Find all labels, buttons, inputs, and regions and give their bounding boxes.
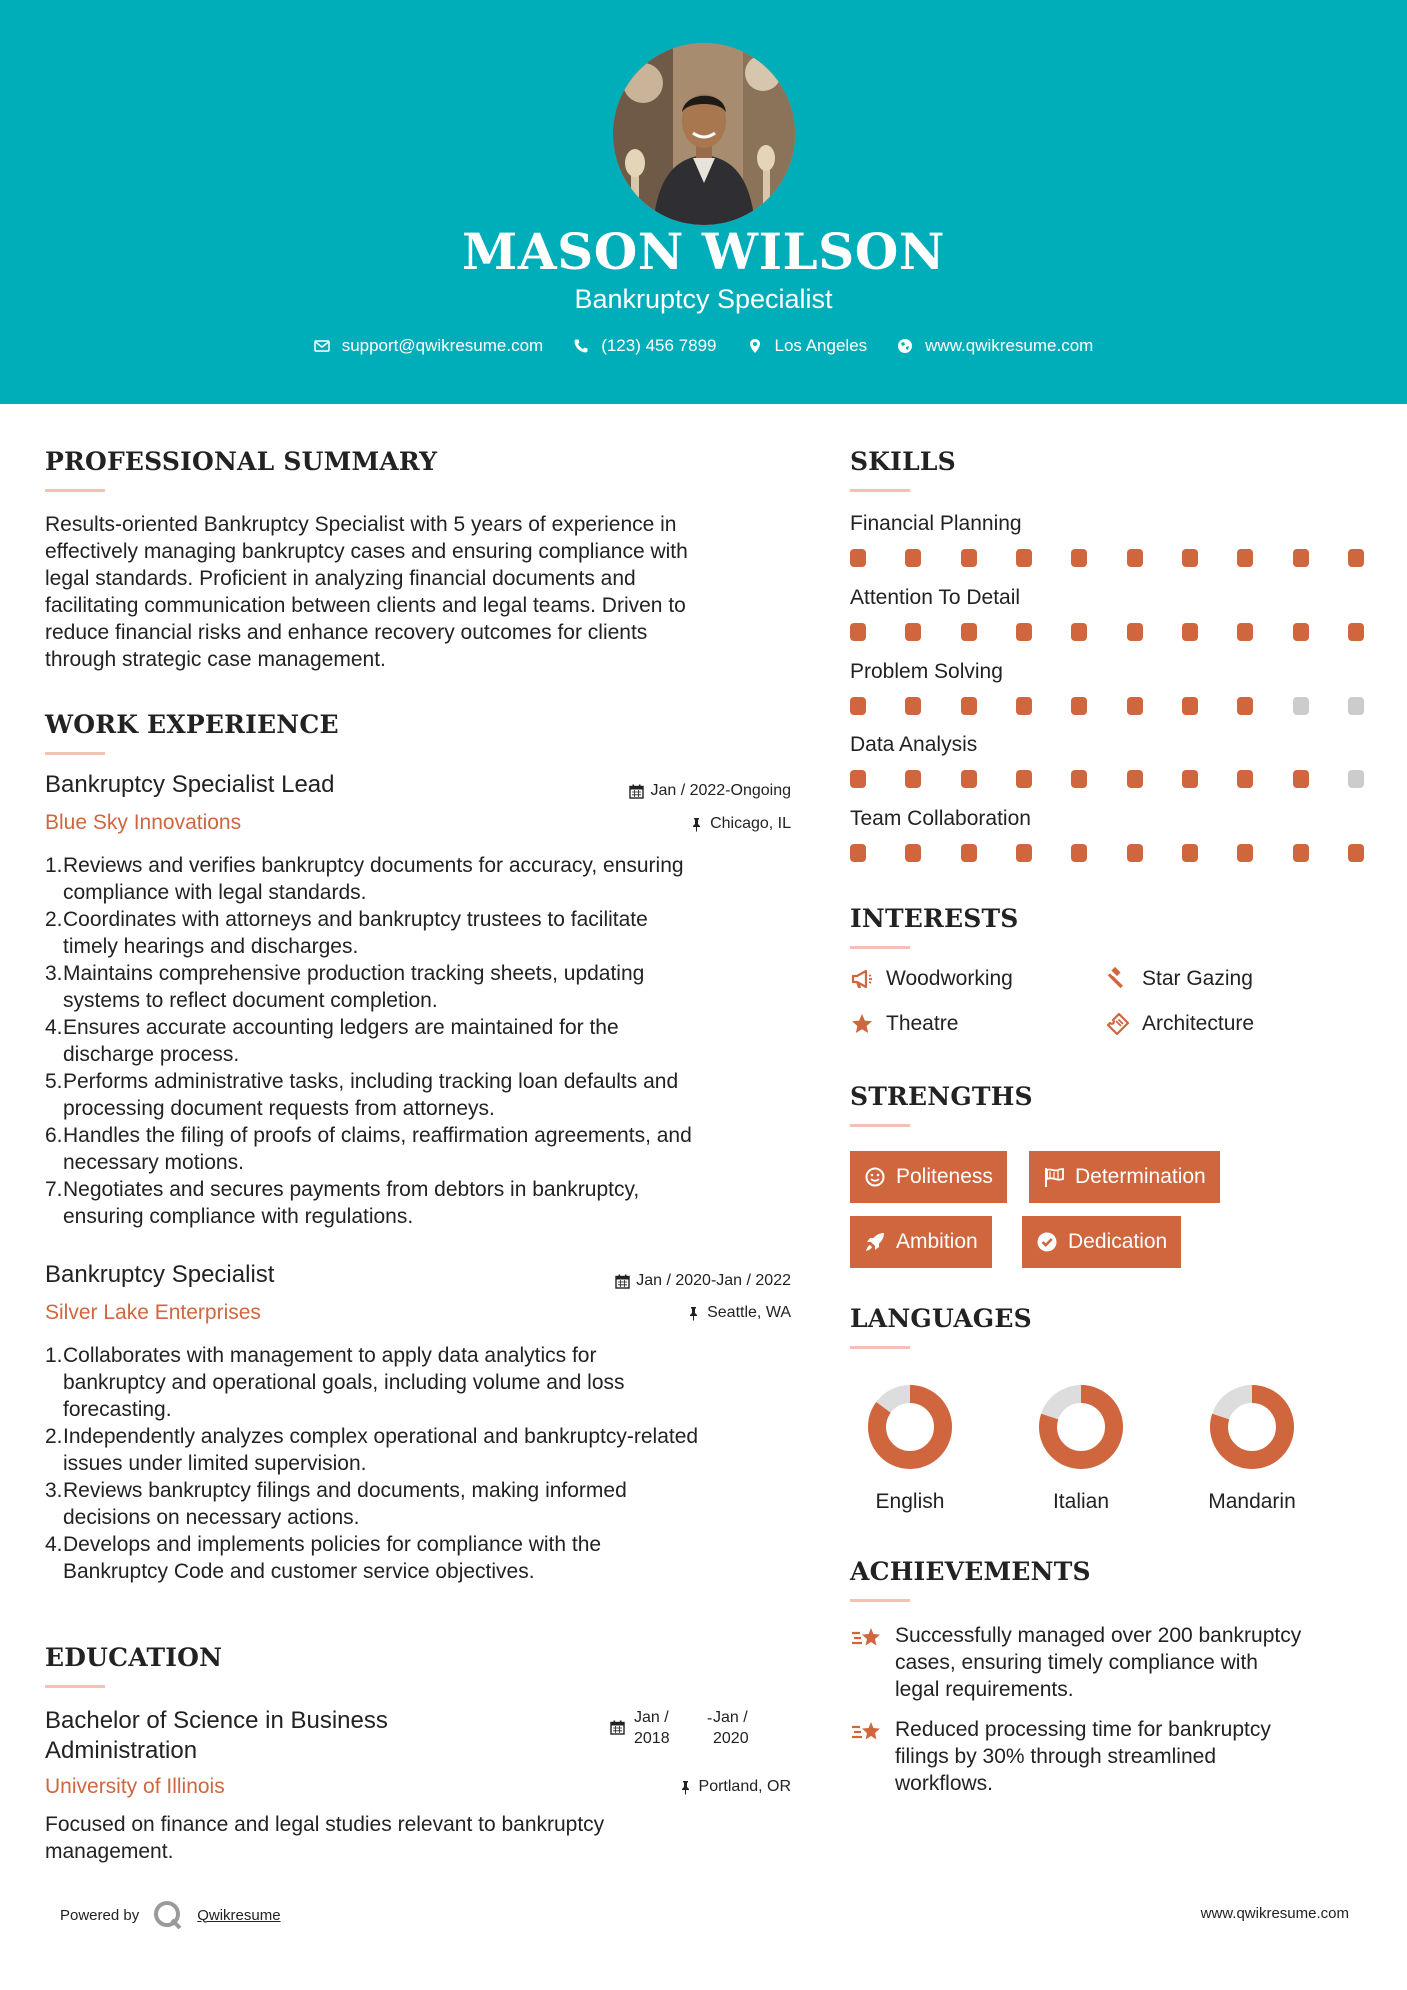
job-location-text: Chicago, IL bbox=[710, 815, 791, 832]
skill-dot-filled bbox=[905, 844, 921, 862]
achievement-line: cases, ensuring timely compliance with bbox=[895, 1651, 1258, 1674]
list-item bbox=[45, 906, 805, 960]
duty-line: ensuring compliance with regulations. bbox=[63, 1205, 414, 1228]
end-month: Jan / bbox=[713, 1709, 748, 1726]
shooting-star-icon bbox=[850, 1624, 884, 1654]
duty-line: decisions on necessary actions. bbox=[63, 1506, 360, 1529]
candidate-name: MASON WILSON bbox=[462, 222, 945, 281]
skill-dot-filled bbox=[1016, 549, 1032, 567]
skill-dot-filled bbox=[961, 623, 977, 641]
star-icon bbox=[850, 1012, 874, 1036]
duty-line: Develops and implements policies for compliance with the bbox=[63, 1533, 602, 1556]
list-item bbox=[45, 1068, 805, 1122]
phone-text: (123) 456 7899 bbox=[601, 336, 717, 355]
education-location-text: Portland, OR bbox=[698, 1778, 791, 1795]
strength-label: Dedication bbox=[1068, 1230, 1168, 1253]
achievements-rule bbox=[850, 1599, 910, 1602]
ticket-icon bbox=[1106, 1012, 1130, 1036]
job-dates-text: Jan / 2020-Jan / 2022 bbox=[636, 1272, 791, 1289]
job-location-text: Seattle, WA bbox=[707, 1304, 791, 1321]
list-item bbox=[45, 852, 805, 906]
skill-dot-filled bbox=[1293, 549, 1309, 567]
skill-dot-filled bbox=[1127, 549, 1143, 567]
list-number: 4. bbox=[45, 1533, 63, 1556]
globe-icon bbox=[897, 338, 913, 354]
candidate-role: Bankruptcy Specialist bbox=[574, 284, 833, 314]
languages-heading: LANGUAGES bbox=[850, 1304, 1032, 1333]
interest-item bbox=[850, 1012, 958, 1036]
list-number: 6. bbox=[45, 1124, 63, 1147]
language-label: Italian bbox=[1052, 1490, 1110, 1513]
skill-dot-filled bbox=[1348, 549, 1364, 567]
duty-line: timely hearings and discharges. bbox=[63, 935, 359, 958]
calendar-icon bbox=[615, 1274, 630, 1289]
list-number: 1. bbox=[45, 1344, 63, 1367]
strength-badge bbox=[850, 1216, 992, 1268]
summary-rule bbox=[45, 489, 105, 492]
duty-line: Independently analyzes complex operational and bankruptcy-related bbox=[63, 1425, 699, 1448]
gavel-icon bbox=[1106, 967, 1130, 991]
smile-icon bbox=[864, 1166, 886, 1188]
skill-dot-filled bbox=[1016, 697, 1032, 715]
degree-line: Bachelor of Science in Business bbox=[45, 1707, 388, 1734]
pushpin-icon bbox=[689, 817, 704, 832]
skill-dot-filled bbox=[1182, 549, 1198, 567]
skill-dot-filled bbox=[850, 549, 866, 567]
list-number: 2. bbox=[45, 908, 63, 931]
interest-item bbox=[1106, 967, 1253, 991]
duty-line: Negotiates and secures payments from debtors in bankruptcy, bbox=[63, 1178, 640, 1201]
degree-title bbox=[45, 1706, 388, 1766]
skill-dot-filled bbox=[1293, 770, 1309, 788]
skill-dot-filled bbox=[961, 697, 977, 715]
megaphone-icon bbox=[850, 967, 874, 991]
pushpin-icon bbox=[686, 1306, 701, 1321]
duty-line: Reviews bankruptcy filings and documents, making informed bbox=[63, 1479, 627, 1502]
flag-icon bbox=[1043, 1166, 1065, 1188]
skill-dot-filled bbox=[1071, 770, 1087, 788]
interest-label: Star Gazing bbox=[1142, 967, 1253, 990]
rocket-icon bbox=[864, 1231, 886, 1253]
job-title: Bankruptcy Specialist bbox=[45, 1261, 275, 1288]
list-item bbox=[45, 1477, 805, 1531]
skill-name: Team Collaboration bbox=[850, 807, 1031, 830]
interests-heading: INTERESTS bbox=[850, 904, 1019, 933]
footer-powered-by bbox=[60, 1898, 281, 1932]
company-name: Blue Sky Innovations bbox=[45, 811, 242, 834]
calendar-icon bbox=[610, 1720, 625, 1735]
strength-badge bbox=[850, 1151, 1007, 1203]
skill-dot-filled bbox=[1071, 697, 1087, 715]
start-month: Jan / bbox=[634, 1709, 669, 1726]
skill-dot-filled bbox=[1127, 623, 1143, 641]
education-end bbox=[713, 1707, 749, 1749]
interest-label: Theatre bbox=[886, 1012, 959, 1035]
start-year: 2018 bbox=[634, 1730, 670, 1747]
skill-dot-filled bbox=[961, 549, 977, 567]
skill-dot-filled bbox=[905, 623, 921, 641]
language-donut bbox=[867, 1384, 953, 1470]
summary-line: facilitating communication between clients and legal teams. Driven to bbox=[45, 594, 686, 617]
summary-line: effectively managing bankruptcy cases and ensuring compliance with bbox=[45, 540, 688, 563]
skills-rule bbox=[850, 489, 910, 492]
skill-dot-filled bbox=[1293, 844, 1309, 862]
location-text: Los Angeles bbox=[774, 336, 868, 355]
summary-text bbox=[45, 511, 790, 673]
language-donut bbox=[1038, 1384, 1124, 1470]
shooting-star-icon bbox=[850, 1718, 884, 1748]
duty-line: Coordinates with attorneys and bankruptcy trustees to facilitate bbox=[63, 908, 648, 931]
phone-icon bbox=[573, 338, 589, 354]
job-title: Bankruptcy Specialist Lead bbox=[45, 771, 335, 798]
language-item bbox=[1021, 1384, 1141, 1514]
skill-dot-filled bbox=[961, 770, 977, 788]
contact-phone[interactable] bbox=[573, 336, 716, 356]
skill-dot-filled bbox=[1293, 623, 1309, 641]
list-number: 2. bbox=[45, 1425, 63, 1448]
map-pin-icon bbox=[747, 338, 763, 354]
skill-dot-empty bbox=[1348, 770, 1364, 788]
list-item bbox=[45, 960, 805, 1014]
skill-dot-filled bbox=[1237, 844, 1253, 862]
list-item bbox=[45, 1342, 805, 1423]
language-label: Mandarin bbox=[1208, 1490, 1296, 1513]
language-item bbox=[1192, 1384, 1312, 1514]
skill-rating bbox=[850, 844, 1364, 862]
list-item bbox=[45, 1122, 805, 1176]
list-number: 5. bbox=[45, 1070, 63, 1093]
skill-dot-filled bbox=[905, 697, 921, 715]
skill-dot-filled bbox=[1016, 623, 1032, 641]
strengths-heading: STRENGTHS bbox=[850, 1082, 1033, 1111]
skill-name: Problem Solving bbox=[850, 660, 1003, 683]
brand-link[interactable]: Qwikresume bbox=[197, 1906, 281, 1924]
duty-line: Maintains comprehensive production tracking sheets, updating bbox=[63, 962, 645, 985]
skill-dot-empty bbox=[1293, 697, 1309, 715]
skill-dot-filled bbox=[1348, 844, 1364, 862]
email-text: support@qwikresume.com bbox=[341, 336, 544, 355]
achievement-item bbox=[850, 1622, 1370, 1712]
list-number: 7. bbox=[45, 1178, 63, 1201]
skill-dot-filled bbox=[1016, 844, 1032, 862]
skill-dot-filled bbox=[1348, 623, 1364, 641]
job-dates-text: Jan / 2022-Ongoing bbox=[650, 782, 791, 799]
skill-name: Financial Planning bbox=[850, 512, 1022, 535]
duty-line: Bankruptcy Code and customer service objectives. bbox=[63, 1560, 535, 1583]
list-number: 3. bbox=[45, 962, 63, 985]
calendar-icon bbox=[629, 784, 644, 799]
skills-heading: SKILLS bbox=[850, 447, 956, 476]
strength-badge bbox=[1022, 1216, 1181, 1268]
pushpin-icon bbox=[678, 1780, 693, 1795]
skill-name: Data Analysis bbox=[850, 733, 978, 756]
qwikresume-logo-icon bbox=[151, 1898, 185, 1932]
skill-dot-filled bbox=[1237, 549, 1253, 567]
duty-line: necessary motions. bbox=[63, 1151, 244, 1174]
website-text: www.qwikresume.com bbox=[925, 336, 1094, 355]
interest-item bbox=[1106, 1012, 1254, 1036]
strength-label: Politeness bbox=[896, 1165, 993, 1188]
end-year: 2020 bbox=[713, 1730, 749, 1747]
duty-line: compliance with legal standards. bbox=[63, 881, 367, 904]
strength-label: Determination bbox=[1075, 1165, 1206, 1188]
list-item bbox=[45, 1531, 805, 1585]
skill-dot-filled bbox=[850, 770, 866, 788]
skill-dot-filled bbox=[1071, 844, 1087, 862]
list-number: 3. bbox=[45, 1479, 63, 1502]
check-circle-icon bbox=[1036, 1231, 1058, 1253]
skill-dot-empty bbox=[1348, 697, 1364, 715]
duty-line: processing document requests from attorneys. bbox=[63, 1097, 495, 1120]
duty-line: Ensures accurate accounting ledgers are maintained for the bbox=[63, 1016, 619, 1039]
skill-rating bbox=[850, 770, 1364, 788]
strengths-rule bbox=[850, 1124, 910, 1127]
duty-line: issues under limited supervision. bbox=[63, 1452, 367, 1475]
achievement-line: filings by 30% through streamlined bbox=[895, 1745, 1217, 1768]
achievement-line: Reduced processing time for bankruptcy bbox=[895, 1718, 1271, 1741]
description-line: Focused on finance and legal studies relevant to bankruptcy bbox=[45, 1813, 605, 1836]
list-item bbox=[45, 1176, 805, 1230]
summary-line: through strategic case management. bbox=[45, 648, 386, 671]
duty-line: Handles the filing of proofs of claims, reaffirmation agreements, and bbox=[63, 1124, 692, 1147]
achievement-item bbox=[850, 1716, 1370, 1806]
envelope-icon bbox=[314, 338, 330, 354]
contact-location bbox=[747, 336, 868, 356]
summary-heading: PROFESSIONAL SUMMARY bbox=[45, 447, 438, 476]
duty-line: bankruptcy and operational goals, including volume and loss bbox=[63, 1371, 625, 1394]
skill-rating bbox=[850, 697, 1364, 715]
skill-dot-filled bbox=[1071, 549, 1087, 567]
language-donut bbox=[1209, 1384, 1295, 1470]
summary-line: Results-oriented Bankruptcy Specialist with 5 years of experience in bbox=[45, 513, 677, 536]
education-description bbox=[45, 1811, 805, 1865]
skill-dot-filled bbox=[1127, 697, 1143, 715]
skill-rating bbox=[850, 623, 1364, 641]
skill-dot-filled bbox=[1182, 623, 1198, 641]
skill-dot-filled bbox=[850, 844, 866, 862]
achievement-line: legal requirements. bbox=[895, 1678, 1074, 1701]
profile-photo bbox=[613, 43, 795, 225]
achievements-heading: ACHIEVEMENTS bbox=[850, 1557, 1091, 1586]
job-dates bbox=[615, 1272, 791, 1290]
interest-label: Woodworking bbox=[886, 967, 1013, 990]
powered-by-text: Powered by bbox=[60, 1906, 140, 1924]
date-separator: - bbox=[707, 1710, 713, 1727]
skill-dot-filled bbox=[850, 697, 866, 715]
list-number: 1. bbox=[45, 854, 63, 877]
interest-item bbox=[850, 967, 1013, 991]
job-location bbox=[689, 815, 791, 833]
job-location bbox=[686, 1304, 791, 1322]
skill-dot-filled bbox=[1127, 770, 1143, 788]
skill-rating bbox=[850, 549, 1364, 567]
summary-line: legal standards. Proficient in analyzing financial documents and bbox=[45, 567, 636, 590]
skill-dot-filled bbox=[850, 623, 866, 641]
skill-dot-filled bbox=[1016, 770, 1032, 788]
skill-dot-filled bbox=[905, 549, 921, 567]
skill-dot-filled bbox=[1182, 770, 1198, 788]
skill-dot-filled bbox=[1237, 770, 1253, 788]
education-heading: EDUCATION bbox=[45, 1643, 223, 1672]
achievement-line: Successfully managed over 200 bankruptcy bbox=[895, 1624, 1302, 1647]
job-duties bbox=[45, 1342, 805, 1585]
skill-dot-filled bbox=[1127, 844, 1143, 862]
list-number: 4. bbox=[45, 1016, 63, 1039]
experience-rule bbox=[45, 752, 105, 755]
footer-url[interactable]: www.qwikresume.com bbox=[1200, 1905, 1349, 1922]
education-start bbox=[634, 1707, 670, 1749]
duty-line: Performs administrative tasks, including tracking loan defaults and bbox=[63, 1070, 679, 1093]
skill-name: Attention To Detail bbox=[850, 586, 1021, 609]
interests-rule bbox=[850, 946, 910, 949]
skill-dot-filled bbox=[1237, 623, 1253, 641]
duty-line: systems to reflect document completion. bbox=[63, 989, 438, 1012]
skill-dot-filled bbox=[961, 844, 977, 862]
degree-line: Administration bbox=[45, 1737, 198, 1764]
duty-line: Reviews and verifies bankruptcy documents for accuracy, ensuring bbox=[63, 854, 684, 877]
skill-dot-filled bbox=[905, 770, 921, 788]
strength-badge bbox=[1029, 1151, 1220, 1203]
resume-header bbox=[0, 0, 1407, 404]
school-name: University of Illinois bbox=[45, 1775, 225, 1798]
duty-line: Collaborates with management to apply data analytics for bbox=[63, 1344, 597, 1367]
summary-line: reduce financial risks and enhance recovery outcomes for clients bbox=[45, 621, 648, 644]
achievement-text bbox=[895, 1622, 1370, 1703]
skill-dot-filled bbox=[1182, 697, 1198, 715]
education-rule bbox=[45, 1685, 105, 1688]
achievement-line: workflows. bbox=[895, 1772, 994, 1795]
skill-dot-filled bbox=[1237, 697, 1253, 715]
language-label: English bbox=[875, 1490, 945, 1513]
job-duties bbox=[45, 852, 805, 1230]
education-location bbox=[678, 1778, 791, 1796]
interest-label: Architecture bbox=[1142, 1012, 1255, 1035]
description-line: management. bbox=[45, 1840, 174, 1863]
strength-label: Ambition bbox=[896, 1230, 978, 1253]
duty-line: discharge process. bbox=[63, 1043, 240, 1066]
skill-dot-filled bbox=[1071, 623, 1087, 641]
language-item bbox=[850, 1384, 970, 1514]
profile-photo-image bbox=[613, 43, 795, 225]
list-item bbox=[45, 1423, 805, 1477]
achievement-text bbox=[895, 1716, 1370, 1797]
job-dates bbox=[629, 782, 791, 800]
languages-rule bbox=[850, 1346, 910, 1349]
experience-heading: WORK EXPERIENCE bbox=[45, 710, 339, 739]
contact-website[interactable] bbox=[897, 336, 1093, 356]
duty-line: forecasting. bbox=[63, 1398, 172, 1421]
company-name: Silver Lake Enterprises bbox=[45, 1301, 261, 1324]
contact-bar bbox=[0, 336, 1407, 356]
skill-dot-filled bbox=[1182, 844, 1198, 862]
contact-email[interactable] bbox=[314, 336, 544, 356]
list-item bbox=[45, 1014, 805, 1068]
